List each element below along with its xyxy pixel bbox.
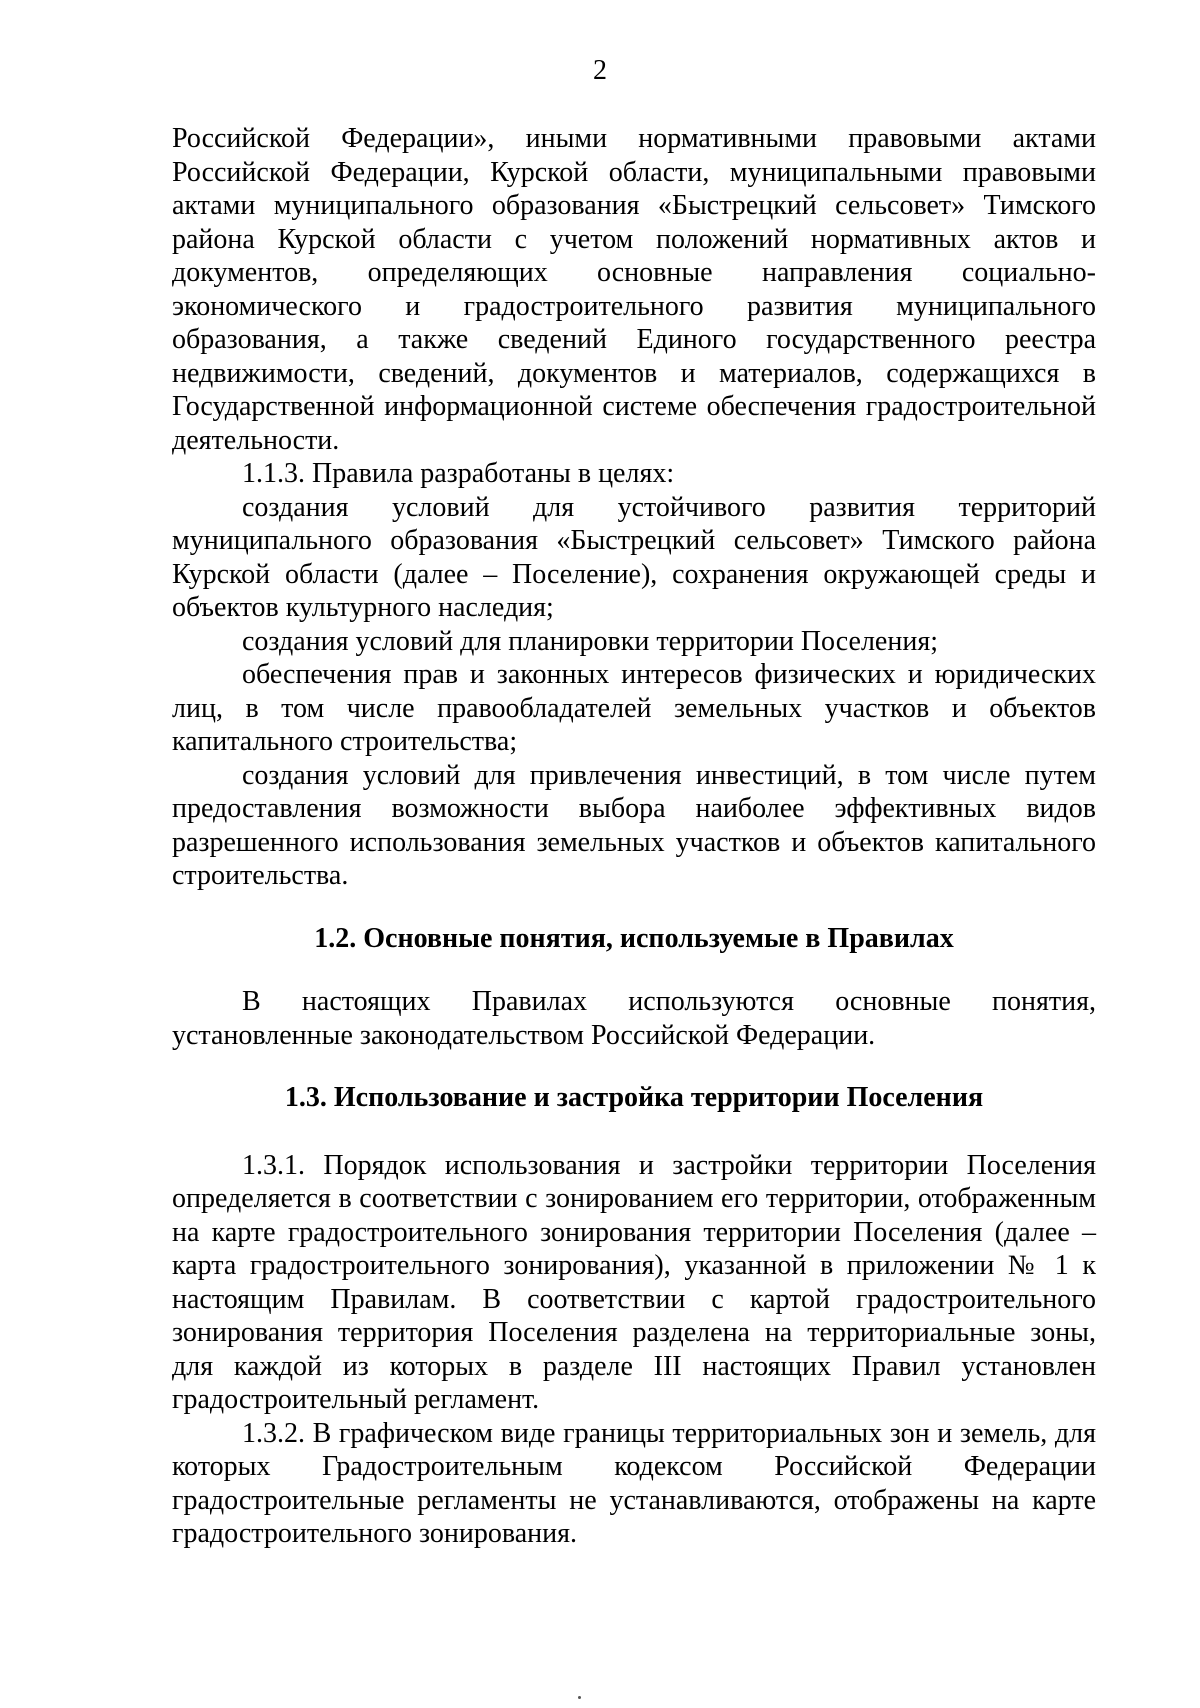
paragraph-goal-sustainable-development: создания условий для устойчивого развития территорий муниципального образования «Быстрецкий сельсовет» Тимского района Курской области (далее – Поселение), сохранения окружающей среды и объектов культурного наследия;	[172, 491, 1096, 623]
paragraph-1-3-2: 1.3.2. В графическом виде границы территориальных зон и земель, для которых Градостроительным кодексом Российской Федерации градостроительные регламенты не устанавливаются, отображены на карте градостроительного зонирования.	[172, 1417, 1096, 1549]
paragraph-1-3-1: 1.3.1. Порядок использования и застройки территории Поселения определяется в соответствии с зонированием его территории, отображенным на карте градостроительного зонирования территории Поселения (далее – карта градостроительного зонирования), указанной в приложении № 1 к настоящим Правилам. В соответствии с картой градостроительного зонирования территория Поселения разделена на территориальные зоны, для каждой из которых в разделе III настоящих Правил установлен градостроительный регламент.	[172, 1149, 1096, 1415]
document-body	[172, 122, 1096, 1551]
scan-speck	[578, 1696, 581, 1699]
paragraph-continuation: Российской Федерации», иными нормативными правовыми актами Российской Федерации, Курской области, муниципальными правовыми актами муниципального образования «Быстрецкий сельсовет» Тимского района Курской области с учетом положений нормативных актов и документов, определяющих основные направления социально-экономического и градостроительного развития муниципального образования, а также сведений Единого государственного реестра недвижимости, сведений, документов и материалов, содержащихся в Государственной информационной системе обеспечения градостроительной деятельности.	[172, 123, 1096, 456]
section-heading-1-3: 1.3. Использование и застройка территории Поселения	[284, 1082, 984, 1113]
page-number: 2	[593, 55, 607, 86]
paragraph-goal-rights: обеспечения прав и законных интересов физических и юридических лиц, в том числе правообладателей земельных участков и объектов капитального строительства;	[172, 659, 1096, 757]
paragraph-goal-planning: создания условий для планировки территории Поселения;	[242, 625, 938, 657]
section-heading-1-2: 1.2. Основные понятия, используемые в Правилах	[314, 922, 954, 954]
paragraph-goal-investments: создания условий для привлечения инвестиций, в том числе путем предоставления возможности выбора наиболее эффективных видов разрешенного использования земельных участков и объектов капитального строительства.	[172, 759, 1096, 891]
paragraph-1-1-3: 1.1.3. Правила разработаны в целях:	[242, 458, 675, 489]
paragraph-basic-concepts: В настоящих Правилах используются основные понятия, установленные законодательством Российской Федерации.	[172, 986, 1096, 1051]
